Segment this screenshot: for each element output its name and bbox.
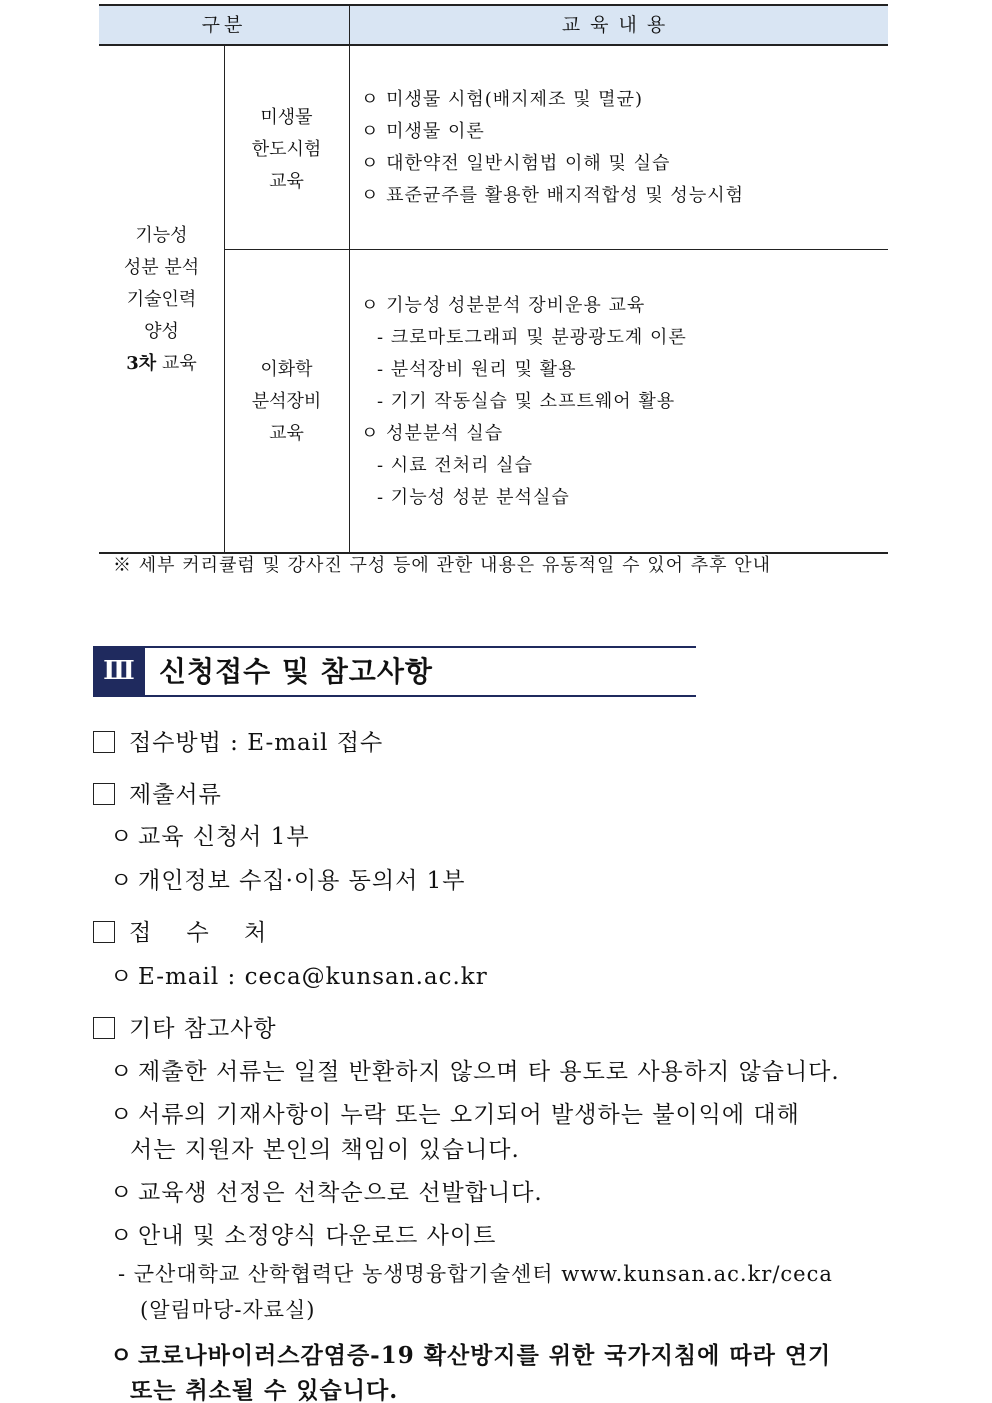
etc-item	[110, 1217, 496, 1250]
content-item: ㅇ 미생물 이론	[361, 121, 485, 142]
category-suffix: 교육	[156, 353, 197, 374]
category-line: 기능성	[135, 225, 188, 246]
etc-item-continued: 서는 지원자 본인의 책임이 있습니다.	[130, 1137, 520, 1163]
checkbox-square-icon	[93, 1017, 115, 1039]
subcategory-line: 교육	[269, 171, 304, 192]
etc-text: 교육생 선정은 선착순으로 선발합니다.	[138, 1180, 543, 1206]
etc-text: 안내 및 소정양식 다운로드 사이트	[138, 1223, 497, 1249]
checkbox-square-icon	[93, 921, 115, 943]
checkbox-square-icon	[93, 731, 115, 753]
content-subitem: - 분석장비 원리 및 활용	[377, 359, 577, 380]
subcategory-line: 교육	[269, 423, 304, 444]
doc-item	[110, 818, 310, 851]
subcategory-line: 이화학	[260, 359, 313, 380]
circle-bullet-icon: ㅇ	[110, 1102, 134, 1128]
content-subitem: - 기능성 성분 분석실습	[377, 487, 570, 508]
docs-title: 제출서류	[129, 782, 222, 808]
etc-item	[110, 1053, 840, 1086]
section-title: 신청접수 및 참고사항	[159, 655, 433, 688]
content-item: ㅇ 대한약전 일반시험법 이해 및 실습	[361, 153, 671, 174]
etc-item-bold	[110, 1337, 831, 1370]
content-cell	[361, 84, 744, 212]
download-site-link[interactable]: - 군산대학교 산학협력단 농생명융합기술센터 www.kunsan.ac.kr/ceca	[118, 1262, 833, 1286]
checkbox-square-icon	[93, 783, 115, 805]
method-item	[93, 724, 383, 757]
etc-text: 서류의 기재사항이 누락 또는 오기되어 발생하는 불이익에 대해	[138, 1102, 800, 1128]
category-line	[99, 348, 224, 380]
etc-item	[110, 1096, 800, 1129]
content-item: ㅇ 미생물 시험(배지제조 및 멸균)	[361, 89, 643, 110]
doc-item	[110, 862, 466, 895]
receive-heading	[93, 914, 280, 947]
section-heading	[93, 646, 696, 697]
section-number: Ⅲ	[93, 646, 145, 697]
etc-title: 기타 참고사항	[129, 1016, 277, 1042]
subcategory-line: 한도시험	[251, 139, 322, 160]
docs-heading	[93, 776, 222, 809]
content-subitem: - 기기 작동실습 및 소프트웨어 활용	[377, 391, 676, 412]
category-cell	[99, 220, 224, 380]
content-item: ㅇ 성분분석 실습	[361, 423, 504, 444]
category-line: 양성	[144, 321, 179, 342]
circle-bullet-icon: ㅇ	[110, 824, 134, 850]
circle-bullet-icon: ㅇ	[110, 964, 134, 990]
row-divider	[224, 249, 888, 250]
etc-text: 제출한 서류는 일절 반환하지 않으며 타 용도로 사용하지 않습니다.	[138, 1059, 840, 1085]
doc-text: 교육 신청서 1부	[138, 824, 310, 850]
table-note: ※ 세부 커리큘럼 및 강사진 구성 등에 관한 내용은 유동적일 수 있어 추후 안내	[113, 555, 772, 576]
circle-bullet-icon: ㅇ	[110, 868, 134, 894]
circle-bullet-icon: ㅇ	[110, 1342, 134, 1369]
circle-bullet-icon: ㅇ	[110, 1223, 134, 1249]
category-line: 성분 분석	[123, 257, 200, 278]
etc-item-continued: 또는 취소될 수 있습니다.	[130, 1377, 399, 1403]
category-round: 3차	[126, 353, 157, 374]
header-content: 교육내용	[561, 14, 676, 36]
content-item: ㅇ 기능성 성분분석 장비운용 교육	[361, 295, 646, 316]
header-category: 구분	[201, 14, 247, 36]
content-subitem: - 크로마토그래피 및 분광광도계 이론	[377, 327, 687, 348]
circle-bullet-icon: ㅇ	[110, 1059, 134, 1085]
subcategory-cell	[224, 354, 349, 450]
etc-item	[110, 1174, 543, 1207]
subcategory-line: 분석장비	[251, 391, 322, 412]
content-subitem: - 시료 전처리 실습	[377, 455, 533, 476]
content-item: ㅇ 표준균주를 활용한 배지적합성 및 성능시험	[361, 185, 744, 206]
doc-text: 개인정보 수집·이용 동의서 1부	[138, 868, 466, 894]
subcategory-line: 미생물	[260, 107, 313, 128]
method-text: 접수방법 : E-mail 접수	[129, 730, 384, 756]
content-cell	[361, 290, 687, 514]
column-divider	[349, 4, 350, 552]
receive-title: 접 수 처	[129, 920, 281, 946]
download-site-sub: (알림마당-자료실)	[140, 1298, 316, 1322]
category-line: 기술인력	[126, 289, 197, 310]
curriculum-table	[99, 4, 888, 554]
receive-item	[110, 958, 488, 991]
etc-text: 코로나바이러스감염증-19 확산방지를 위한 국가지침에 따라 연기	[138, 1342, 832, 1369]
receive-email: E-mail : ceca@kunsan.ac.kr	[138, 964, 488, 990]
table-header	[99, 4, 888, 46]
subcategory-cell	[224, 102, 349, 198]
etc-heading	[93, 1010, 277, 1043]
circle-bullet-icon: ㅇ	[110, 1180, 134, 1206]
